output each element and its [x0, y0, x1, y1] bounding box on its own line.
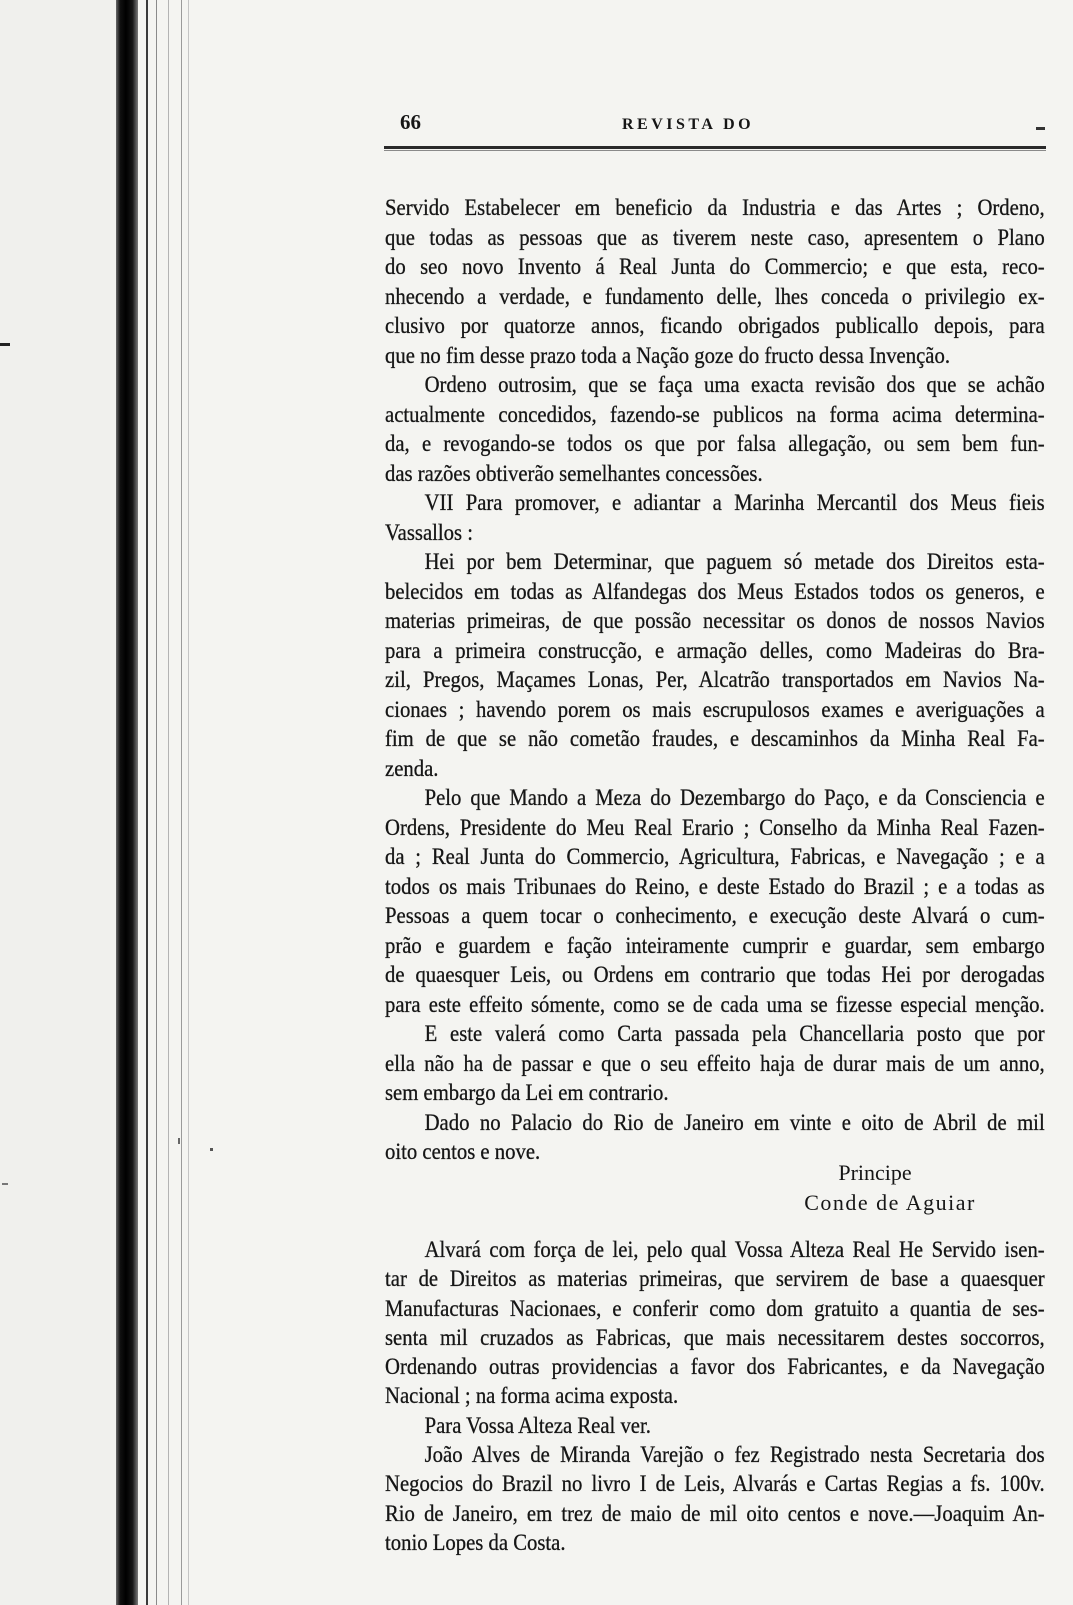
- text-line: Negocios do Brazil no livro I de Leis, Alvarás e Cartas Regias a fs. 100v.: [385, 1471, 1045, 1497]
- text-line: ella não ha de passar e que o seu effeito haja de durar mais de um anno,: [385, 1050, 1045, 1076]
- text-line: Vassallos :: [385, 519, 473, 545]
- paragraph: [385, 1019, 1045, 1108]
- paragraph: [385, 193, 1045, 370]
- text-line: Ordens, Presidente do Meu Real Erario ; Conselho da Minha Real Fazen-: [385, 814, 1045, 840]
- text-line: Pelo que Mando a Meza do Dezembargo do Paço, e da Consciencia e: [424, 785, 1045, 810]
- paragraph: [385, 488, 1045, 547]
- signature-title: Principe: [838, 1160, 912, 1185]
- text-line: actualmente concedidos, fazendo-se publicos na forma acima determina-: [385, 401, 1045, 427]
- signature-name: Conde de Aguiar: [804, 1190, 976, 1215]
- ink-speck: [178, 1138, 180, 1144]
- paragraph: [385, 1440, 1045, 1557]
- ink-speck: [0, 343, 10, 346]
- text-line: da, e revogando-se todos os que por falsa allegação, ou sem bem fun-: [385, 431, 1045, 456]
- text-line: sem embargo da Lei em contrario.: [385, 1080, 669, 1105]
- text-line: João Alves de Miranda Varejão o fez Registrado nesta Secretaria dos: [424, 1442, 1045, 1468]
- paragraph: [385, 783, 1045, 1019]
- text-line: Ordenando outras providencias a favor dos Fabricantes, e da Navegação: [385, 1354, 1045, 1380]
- text-line: Dado no Palacio do Rio de Janeiro em vinte e oito de Abril de mil: [424, 1109, 1045, 1135]
- decree-text: [385, 193, 1045, 1167]
- text-line: da ; Real Junta do Commercio, Agricultura, Fabricas, e Navegação ; e a: [385, 844, 1045, 869]
- text-line: Manufacturas Nacionaes, e conferir como dom gratuito a quantia de ses-: [385, 1295, 1045, 1321]
- text-line: Ordeno outrosim, que se faça uma exacta revisão dos que se achão: [424, 372, 1045, 397]
- ink-speck: [210, 1148, 213, 1151]
- text-line: Rio de Janeiro, em trez de maio de mil oito centos e nove.—Joaquim An-: [385, 1500, 1045, 1526]
- binding-line: [168, 0, 169, 1605]
- text-line: prão e guardem e fação inteiramente cumprir e guardar, sem embargo: [385, 932, 1045, 958]
- text-line: do seo novo Invento á Real Junta do Commercio; e que esta, reco-: [385, 254, 1045, 279]
- text-line: senta mil cruzados as Fabricas, que mais necessitarem destes soccorros,: [385, 1324, 1045, 1350]
- text-line: Hei por bem Determinar, que paguem só metade dos Direitos esta-: [424, 549, 1045, 574]
- text-line: nhecendo a verdade, e fundamento delle, lhes conceda o privilegio ex-: [385, 283, 1045, 309]
- paragraph: [385, 1411, 1045, 1440]
- paragraph: [385, 370, 1045, 488]
- header-rule-thin: [384, 150, 1046, 151]
- text-line: que todas as pessoas que as tiverem neste caso, apresentem o Plano: [385, 224, 1045, 250]
- text-line: cionaes ; havendo porem os mais escrupulosos exames e averiguações a: [385, 696, 1045, 722]
- ink-mark: [1036, 127, 1045, 130]
- text-line: tonio Lopes da Costa.: [385, 1529, 566, 1555]
- binding-shadow: [116, 0, 138, 1605]
- text-line: tar de Direitos as materias primeiras, que servirem de base a quaesquer: [385, 1266, 1045, 1292]
- paragraph: [385, 547, 1045, 783]
- text-line: Alvará com força de lei, pelo qual Vossa Alteza Real He Servido isen-: [424, 1237, 1045, 1262]
- ink-speck: [2, 1183, 8, 1185]
- text-line: Nacional ; na forma acima exposta.: [385, 1383, 679, 1409]
- text-line: materias primeiras, de que possão necessitar os donos de nossos Navios: [385, 608, 1045, 633]
- text-line: para este effeito sómente, como se de cada uma se fizesse especial menção.: [385, 991, 1045, 1017]
- text-line: que no fim desse prazo toda a Nação goze do fructo dessa Invenção.: [385, 342, 951, 368]
- binding-line: [181, 0, 182, 1605]
- paragraph: [385, 1235, 1045, 1411]
- text-line: belecidos em todas as Alfandegas dos Meus Estados todos os generos, e: [385, 578, 1045, 604]
- text-line: VII Para promover, e adiantar a Marinha Mercantil dos Meus fieis: [424, 490, 1045, 515]
- text-line: fim de que se não cometão fraudes, e descaminhos da Minha Real Fa-: [385, 726, 1045, 751]
- header-rule: [384, 146, 1046, 149]
- page-gutter: [0, 0, 116, 1605]
- text-line: clusivo por quatorze annos, ficando obrigados publicallo depois, para: [385, 313, 1045, 338]
- binding-line: [146, 0, 148, 1605]
- text-line: de quaesquer Leis, ou Ordens em contrario que todas Hei por derogadas: [385, 962, 1045, 987]
- text-line: Para Vossa Alteza Real ver.: [424, 1412, 651, 1438]
- text-line: para a primeira construcção, e armação delles, como Madeiras do Bra-: [385, 637, 1045, 663]
- page-number: 66: [400, 110, 421, 134]
- binding-line: [188, 0, 189, 1605]
- text-line: Pessoas a quem tocar o conhecimento, e execução deste Alvará o cum-: [385, 903, 1045, 928]
- binding-line: [156, 0, 157, 1605]
- text-line: zenda.: [385, 755, 439, 781]
- summary-text: [385, 1235, 1045, 1557]
- text-line: Servido Estabelecer em beneficio da Industria e das Artes ; Ordeno,: [385, 195, 1045, 220]
- text-line: oito centos e nove.: [385, 1139, 541, 1164]
- text-line: E este valerá como Carta passada pela Chancellaria posto que por: [424, 1021, 1045, 1046]
- running-title: REVISTA DO: [622, 116, 755, 133]
- text-line: das razões obtiverão semelhantes concessões.: [385, 460, 763, 486]
- text-line: zil, Pregos, Maçames Lonas, Per, Alcatrão transportados em Navios Na-: [385, 667, 1045, 692]
- text-line: todos os mais Tribunaes do Reino, e deste Estado do Brazil ; e a todas as: [385, 873, 1045, 899]
